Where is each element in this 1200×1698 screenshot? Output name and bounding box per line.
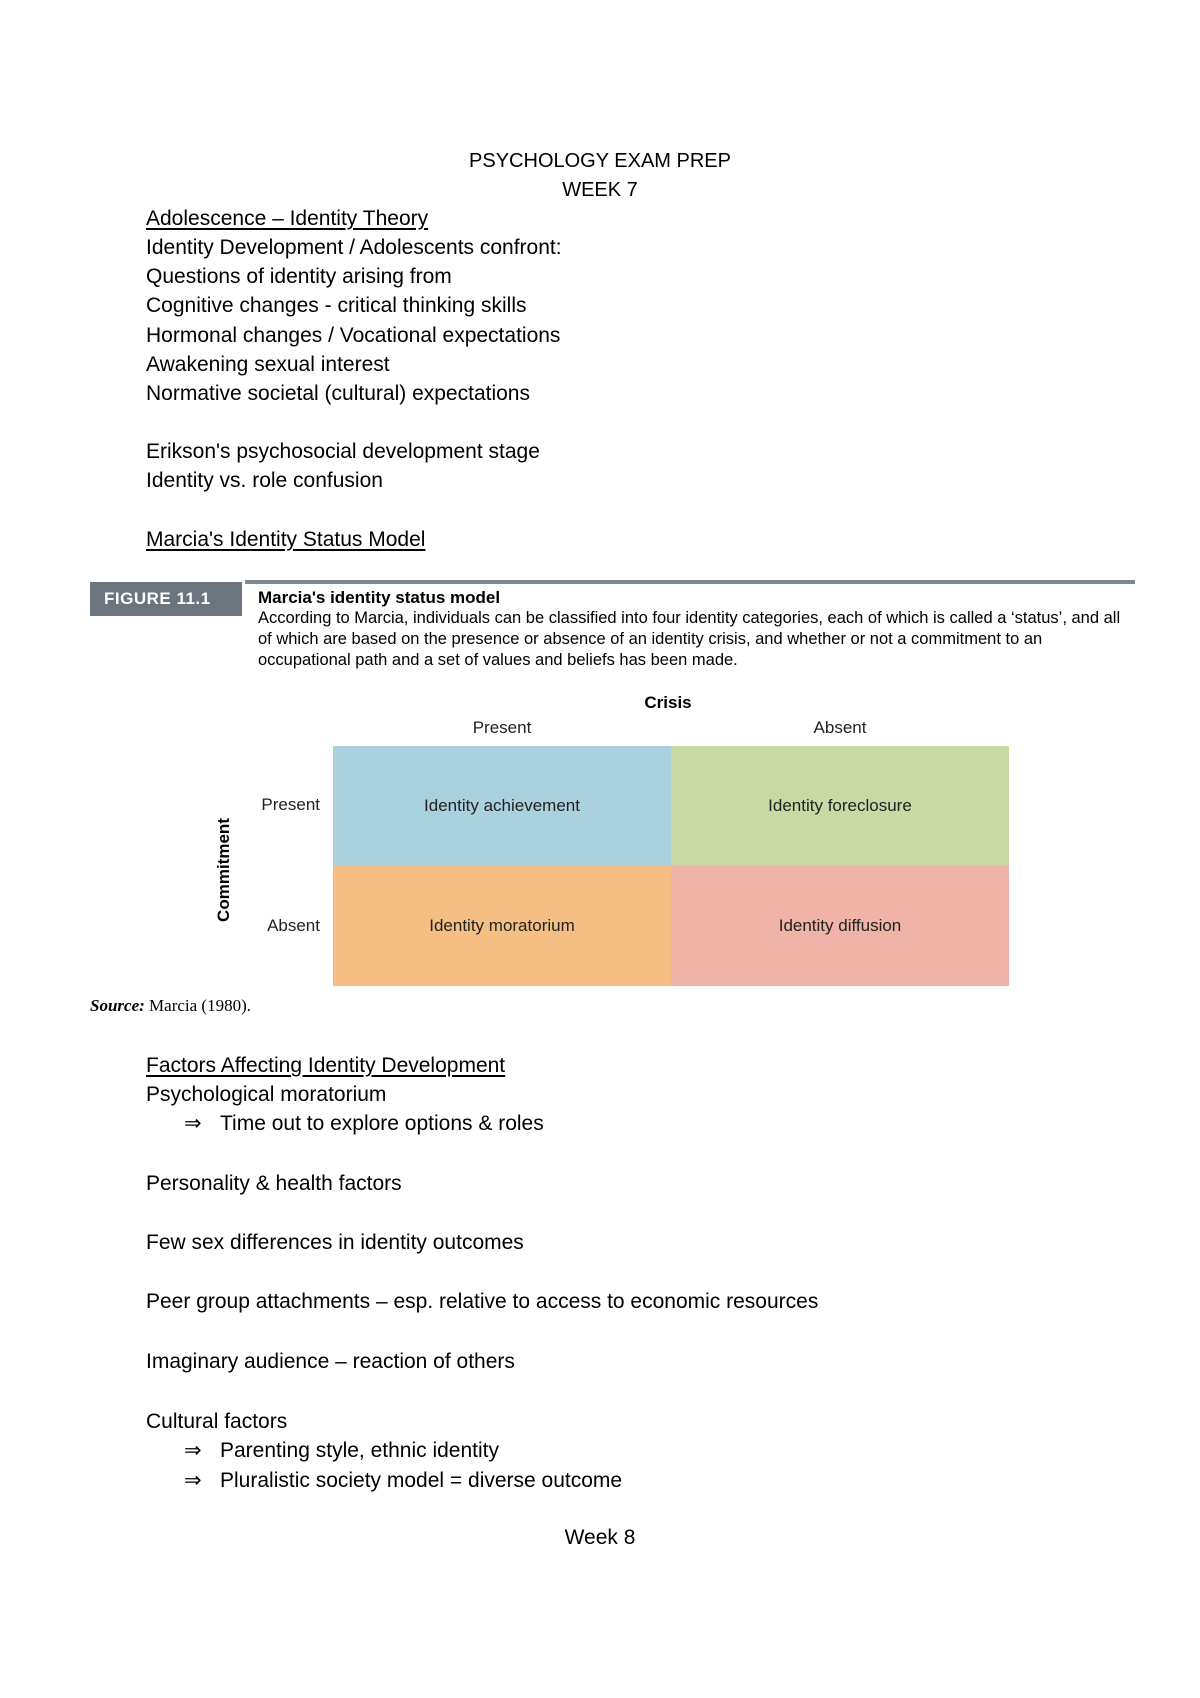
section-heading-factors: Factors Affecting Identity Development [146,1054,506,1077]
text-line: Awakening sexual interest [146,353,390,376]
text-line: Normative societal (cultural) expectations [146,382,530,405]
text-line: Few sex differences in identity outcomes [146,1231,524,1254]
source-tag: Source: [90,996,145,1015]
text-line: Hormonal changes / Vocational expectations [146,324,561,347]
x-axis-title: Crisis [644,693,692,712]
figure-top-rule [245,580,1135,584]
text-line: Peer group attachments – esp. relative to access to economic resources [146,1290,819,1313]
x-axis-label-absent: Absent [813,718,867,737]
next-week-heading: Week 8 [564,1526,636,1549]
text-line: Identity Development / Adolescents confront: [146,236,562,259]
cell-identity-achievement: Identity achievement [333,746,671,866]
document-title: PSYCHOLOGY EXAM PREP [469,150,731,172]
x-axis-label-present: Present [472,718,532,737]
source-text: Marcia (1980). [144,996,251,1015]
section-heading-identity-theory: Adolescence – Identity Theory [146,207,429,230]
y-axis-title: Commitment [214,818,233,922]
text-line: Identity vs. role confusion [146,469,383,492]
figure-heading: Marcia's identity status model [258,588,501,607]
text-line: Erikson's psychosocial development stage [146,440,540,463]
bullet-item [184,1110,544,1138]
figure-source [90,996,251,1016]
bullet-item [184,1437,499,1465]
section-heading-marcia-model: Marcia's Identity Status Model [146,528,426,551]
text-line: Questions of identity arising from [146,265,452,288]
arrow-icon: ⇒ [184,1112,202,1135]
figure-caption: According to Marcia, individuals can be classified into four identity categories, each of which is called a ‘status’, and all of which are based on the presence or absence of an identity crisis, and whether or not a commitment to an occupational path and a set of values and beliefs has been made. [258,609,1121,669]
cell-identity-diffusion: Identity diffusion [671,866,1009,986]
figure-label: FIGURE 11.1 [90,582,242,616]
cell-identity-foreclosure: Identity foreclosure [671,746,1009,866]
y-axis-label-absent: Absent [267,916,320,935]
text-line: Imaginary audience – reaction of others [146,1350,515,1373]
text-line: Personality & health factors [146,1172,402,1195]
y-axis-label-present: Present [261,795,320,814]
bullet-text: Parenting style, ethnic identity [220,1439,499,1462]
arrow-icon: ⇒ [184,1439,202,1462]
week-title: WEEK 7 [562,179,638,201]
bullet-text: Time out to explore options & roles [220,1112,544,1135]
bullet-item [184,1467,622,1495]
text-line: Cultural factors [146,1410,288,1433]
text-line: Psychological moratorium [146,1083,387,1106]
text-line: Cognitive changes - critical thinking skills [146,294,527,317]
bullet-text: Pluralistic society model = diverse outcome [220,1469,623,1492]
cell-identity-moratorium: Identity moratorium [333,866,671,986]
arrow-icon: ⇒ [184,1469,202,1492]
